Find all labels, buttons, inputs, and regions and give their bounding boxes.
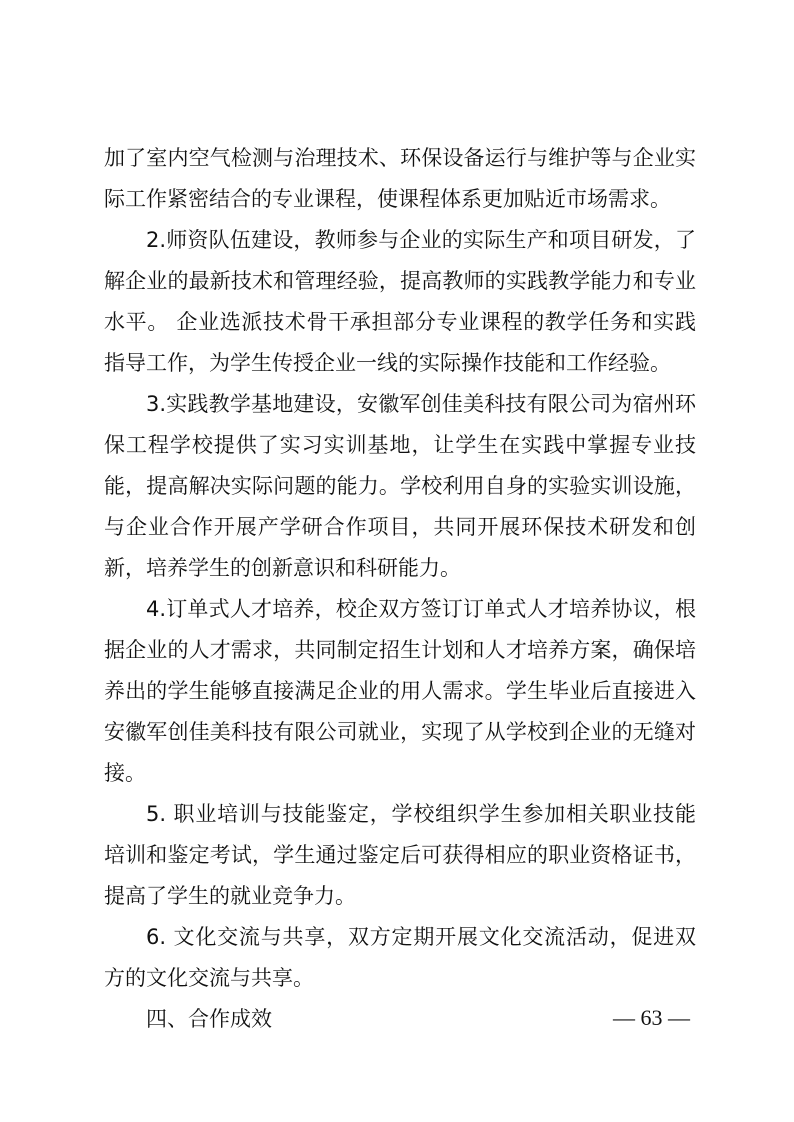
section-heading-cooperation-results: 四、合作成效 xyxy=(146,1007,272,1031)
paragraph-cultural-exchange: 6. 文化交流与共享，双方定期开展文化交流活动，促进双方的文化交流与共享。 xyxy=(104,925,696,990)
page-number: — 63 — xyxy=(613,1005,690,1030)
paragraph-faculty-building: 2.师资队伍建设，教师参与企业的实际生产和项目研发，了解企业的最新技术和管理经验，提高教师的实践教学能力和专业水平。 企业选派技术骨干承担部分专业课程的教学任务和实践指导工作，为学生传授企业一线的实际操作技能和工作经验。 xyxy=(104,228,696,375)
body-text xyxy=(104,138,696,1040)
paragraph-continuation: 加了室内空气检测与治理技术、环保设备运行与维护等与企业实际工作紧密结合的专业课程，使课程体系更加贴近市场需求。 xyxy=(104,146,696,211)
paragraph-order-training: 4.订单式人才培养，校企双方签订订单式人才培养协议，根据企业的人才需求，共同制定招生计划和人才培养方案，确保培养出的学生能够直接满足企业的用人需求。学生毕业后直接进入安徽军创佳美科技有限公司就业，实现了从学校到企业的无缝对接。 xyxy=(104,597,696,785)
paragraph-vocational-training: 5. 职业培训与技能鉴定，学校组织学生参加相关职业技能培训和鉴定考试，学生通过鉴定后可获得相应的职业资格证书，提高了学生的就业竞争力。 xyxy=(104,802,696,908)
paragraph-practice-base: 3.实践教学基地建设，安徽军创佳美科技有限公司为宿州环保工程学校提供了实习实训基地，让学生在实践中掌握专业技能，提高解决实际问题的能力。学校利用自身的实验实训设施，与企业合作开展产学研合作项目，共同开展环保技术研发和创新，培养学生的创新意识和科研能力。 xyxy=(104,392,696,580)
